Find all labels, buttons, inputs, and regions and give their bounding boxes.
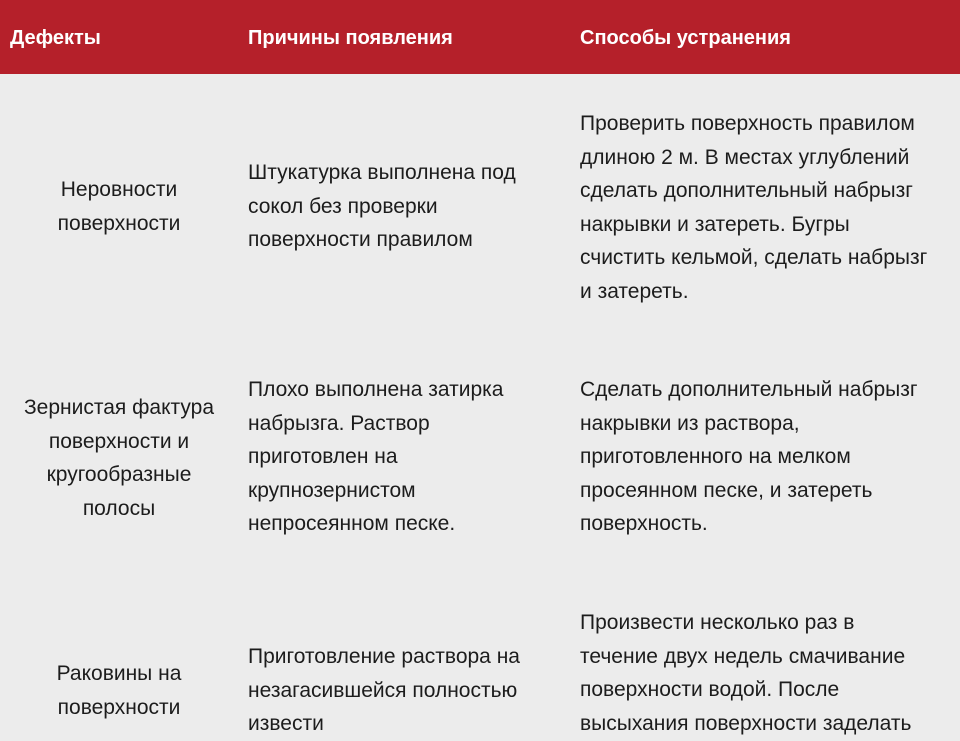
cell-line: Плохо выполнена затирка bbox=[248, 378, 504, 401]
cell-line: высыхания поверхности заделать bbox=[580, 711, 912, 735]
cell-line: Сделать дополнительный набрызг bbox=[580, 378, 918, 401]
cell-line: приготовленного на мелком bbox=[580, 445, 851, 468]
cell-line: поверхности bbox=[57, 211, 181, 235]
remedy-cell bbox=[580, 606, 955, 740]
cell-line: и затереть. bbox=[580, 279, 689, 303]
cell-line: сокол без проверки bbox=[248, 194, 438, 218]
remedy-cell bbox=[580, 107, 955, 308]
cell-line: поверхности и bbox=[48, 429, 190, 453]
cell-line: Зернистая фактура bbox=[24, 396, 214, 419]
cell-line: извести bbox=[248, 712, 324, 735]
cell-line: длиною 2 м. В местах углублений bbox=[580, 145, 910, 169]
cell-line: поверхности bbox=[57, 695, 181, 719]
cell-line: Штукатурка выполнена под bbox=[248, 161, 516, 184]
defect-cell bbox=[0, 657, 238, 724]
cell-line: Проверить поверхность правилом bbox=[580, 112, 915, 135]
cell-line: накрывки из раствора, bbox=[580, 411, 800, 435]
cell-line: приготовлен на bbox=[248, 445, 398, 468]
cell-line: набрызга. Раствор bbox=[248, 411, 430, 435]
table-body bbox=[0, 74, 960, 735]
table-header-row bbox=[0, 0, 960, 74]
header-defects: Дефекты bbox=[10, 27, 101, 49]
cell-line: поверхность. bbox=[580, 512, 708, 535]
cell-line: Раковины на bbox=[56, 662, 182, 685]
header-remedies: Способы устранения bbox=[580, 27, 791, 49]
cell-line: незагасившейся полностью bbox=[248, 678, 518, 702]
cell-line: счистить кельмой, сделать набрызг bbox=[580, 246, 928, 269]
defect-cell bbox=[0, 391, 238, 525]
cell-line: Приготовление раствора на bbox=[248, 645, 520, 668]
cause-cell bbox=[248, 640, 560, 741]
header-causes: Причины появления bbox=[248, 27, 453, 49]
cell-line: полосы bbox=[82, 496, 156, 520]
cell-line: крупнозернистом bbox=[248, 478, 416, 502]
defect-cell bbox=[0, 173, 238, 240]
cause-cell bbox=[248, 156, 560, 257]
cell-line: поверхности правилом bbox=[248, 228, 473, 251]
cell-line: Неровности bbox=[60, 178, 178, 201]
cell-line: сделать дополнительный набрызг bbox=[580, 179, 913, 202]
cell-line: поверхности водой. После bbox=[580, 678, 840, 701]
cell-line: накрывки и затереть. Бугры bbox=[580, 212, 850, 236]
cell-line: кругообразные bbox=[46, 463, 192, 486]
cell-line: Произвести несколько раз в bbox=[580, 611, 855, 634]
cell-line: течение двух недель смачивание bbox=[580, 644, 906, 668]
cause-cell bbox=[248, 373, 560, 541]
cell-line: непросеянном песке. bbox=[248, 512, 456, 535]
remedy-cell bbox=[580, 373, 955, 541]
cell-line: просеянном песке, и затереть bbox=[580, 478, 873, 502]
